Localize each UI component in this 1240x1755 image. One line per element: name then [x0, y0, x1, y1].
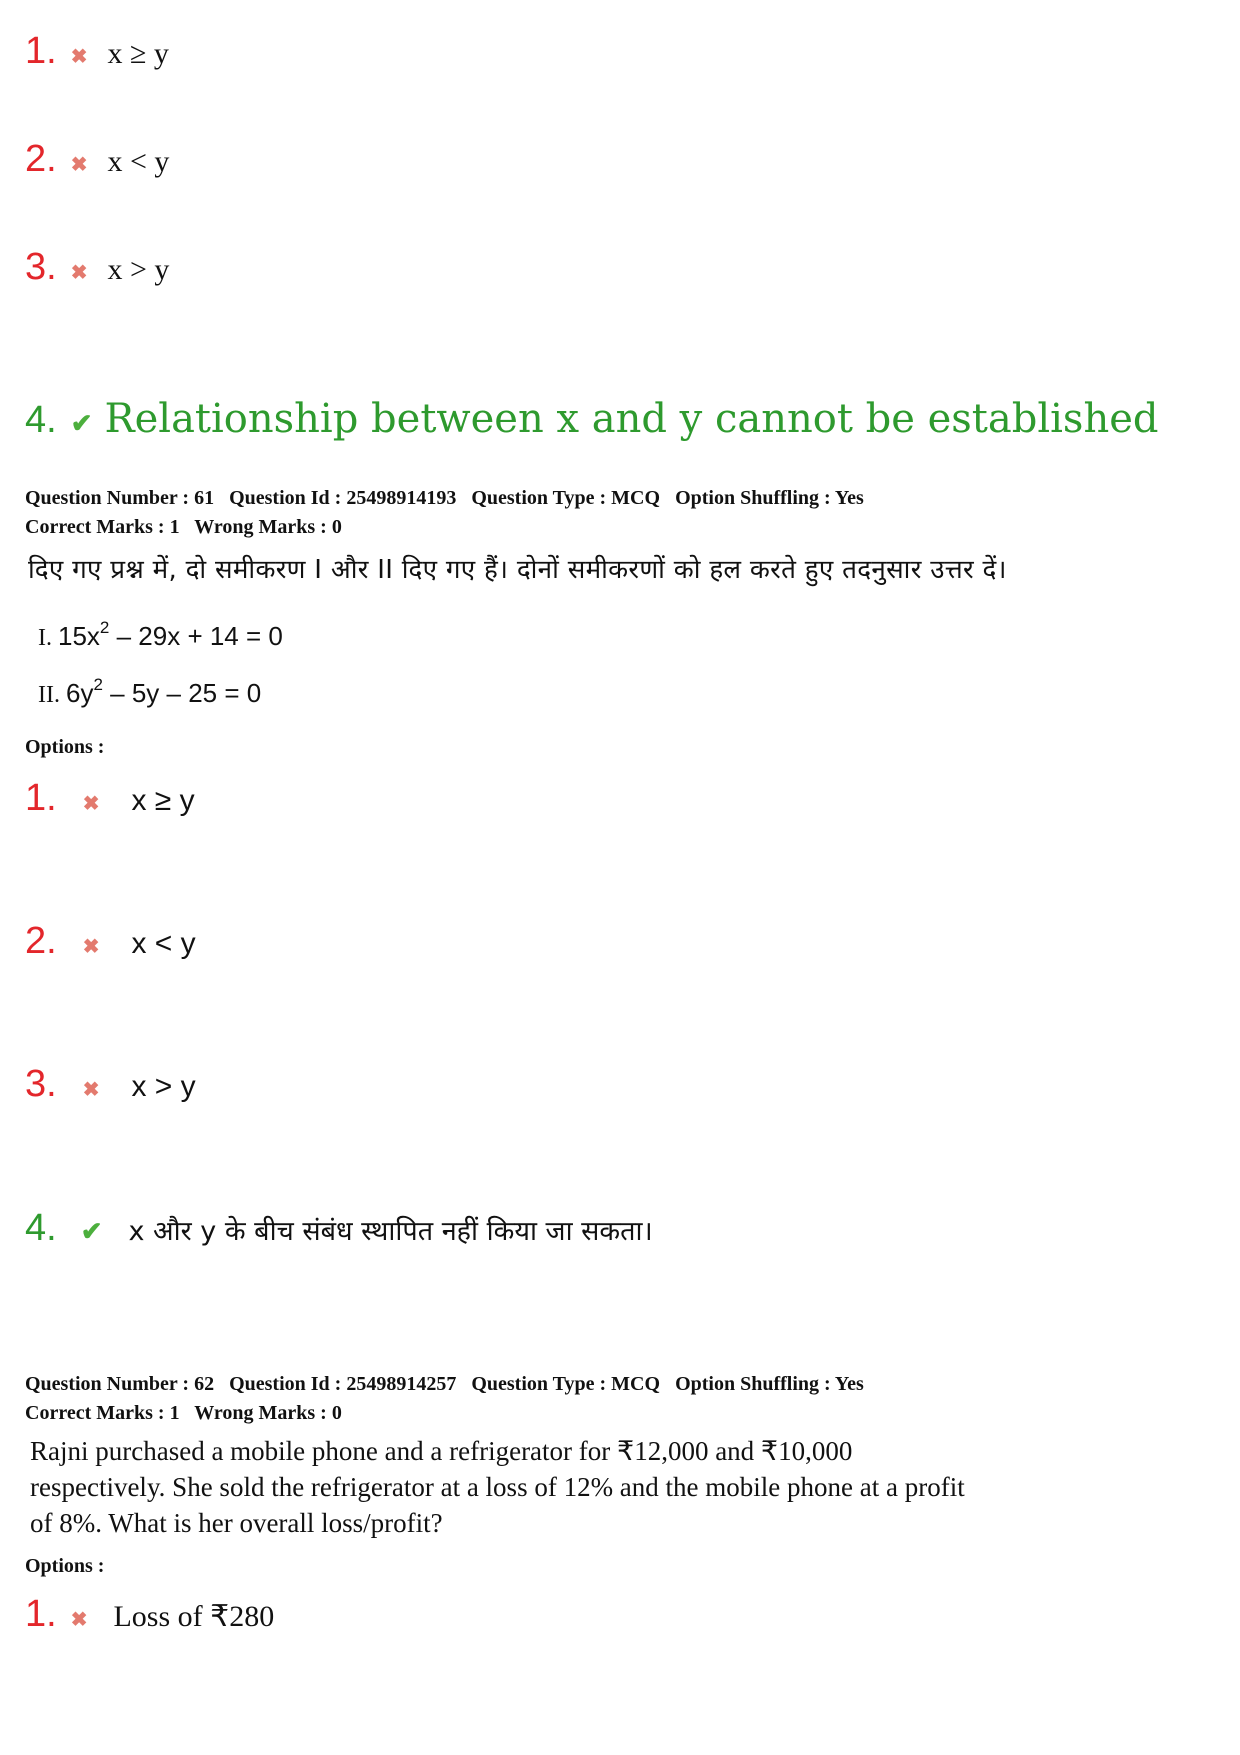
option-number: 3. — [25, 1063, 57, 1105]
question-61-stem: दिए गए प्रश्न में, दो समीकरण I और II दिए गए हैं। दोनों समीकरणों को हल करते हुए तदनुसार उत्तर दें। — [28, 555, 1007, 585]
option-shuffling: Option Shuffling : Yes — [675, 487, 864, 509]
wrong-marks: Wrong Marks : 0 — [194, 1402, 342, 1424]
question-61-meta — [25, 484, 874, 542]
cross-icon: ✖ — [82, 936, 100, 958]
equation-term: 6y — [65, 678, 94, 708]
correct-marks: Correct Marks : 1 — [25, 1402, 180, 1424]
prev-option-1 — [25, 32, 169, 71]
option-number: 4. — [25, 399, 57, 441]
correct-marks: Correct Marks : 1 — [25, 516, 180, 538]
cross-icon: ✖ — [70, 262, 88, 284]
equation-rest: – 5y – 25 = 0 — [102, 678, 262, 708]
prev-option-2 — [25, 140, 169, 179]
question-62-meta — [25, 1370, 874, 1428]
prev-option-4 — [25, 396, 1158, 442]
options-label: Options : — [25, 736, 105, 758]
cross-icon: ✖ — [82, 793, 100, 815]
equation-1 — [38, 618, 283, 652]
meta-line-1 — [25, 484, 874, 513]
option-number: 1. — [25, 1593, 57, 1635]
question-type: Question Type : MCQ — [471, 487, 661, 509]
equation-exponent: 2 — [93, 675, 103, 694]
option-text: x > y — [131, 1070, 196, 1103]
q61-option-1 — [25, 779, 195, 818]
option-number: 3. — [25, 246, 57, 288]
option-number: 1. — [25, 30, 57, 72]
options-label: Options : — [25, 1555, 105, 1577]
question-id: Question Id : 25498914257 — [229, 1373, 457, 1395]
equation-label: I. — [38, 625, 52, 651]
meta-line-2 — [25, 1399, 874, 1428]
equation-2 — [38, 675, 261, 709]
option-text: x ≥ y — [107, 37, 169, 70]
q61-option-4 — [25, 1209, 653, 1248]
q62-option-1 — [25, 1595, 274, 1634]
option-number: 2. — [25, 138, 57, 180]
option-number: 1. — [25, 777, 57, 819]
check-icon: ✔ — [70, 409, 93, 438]
q61-option-3 — [25, 1065, 196, 1104]
option-text: Loss of ₹280 — [113, 1600, 275, 1633]
prev-option-3 — [25, 248, 169, 287]
meta-line-2 — [25, 513, 874, 542]
option-text: x < y — [107, 145, 170, 178]
option-text: x और y के बीच संबंध स्थापित नहीं किया जा सकता। — [128, 1216, 653, 1247]
cross-icon: ✖ — [70, 1609, 88, 1631]
cross-icon: ✖ — [82, 1079, 100, 1101]
q61-option-2 — [25, 922, 196, 961]
question-number: Question Number : 61 — [25, 487, 215, 509]
option-number: 4. — [25, 1207, 57, 1249]
cross-icon: ✖ — [70, 46, 88, 68]
question-62-stem: Rajni purchased a mobile phone and a refrigerator for ₹12,000 and ₹10,000 respectively. She sold the refrigerator at a loss of 12% and the mobile phone at a profit of 8%. What is her overall loss/profit? — [30, 1436, 965, 1538]
question-id: Question Id : 25498914193 — [229, 487, 457, 509]
cross-icon: ✖ — [70, 154, 88, 176]
question-number: Question Number : 62 — [25, 1373, 215, 1395]
equation-label: II. — [38, 682, 60, 708]
option-number: 2. — [25, 920, 57, 962]
option-text: x ≥ y — [131, 784, 195, 817]
equation-term: 15x — [58, 621, 100, 651]
check-icon: ✔ — [80, 1217, 103, 1246]
meta-line-1 — [25, 1370, 874, 1399]
question-type: Question Type : MCQ — [471, 1373, 661, 1395]
equation-rest: – 29x + 14 = 0 — [109, 621, 283, 651]
equation-exponent: 2 — [99, 618, 110, 637]
wrong-marks: Wrong Marks : 0 — [194, 516, 342, 538]
option-shuffling: Option Shuffling : Yes — [675, 1373, 864, 1395]
option-text: Relationship between x and y cannot be established — [104, 396, 1159, 442]
option-text: x > y — [107, 253, 170, 286]
option-text: x < y — [131, 927, 196, 960]
